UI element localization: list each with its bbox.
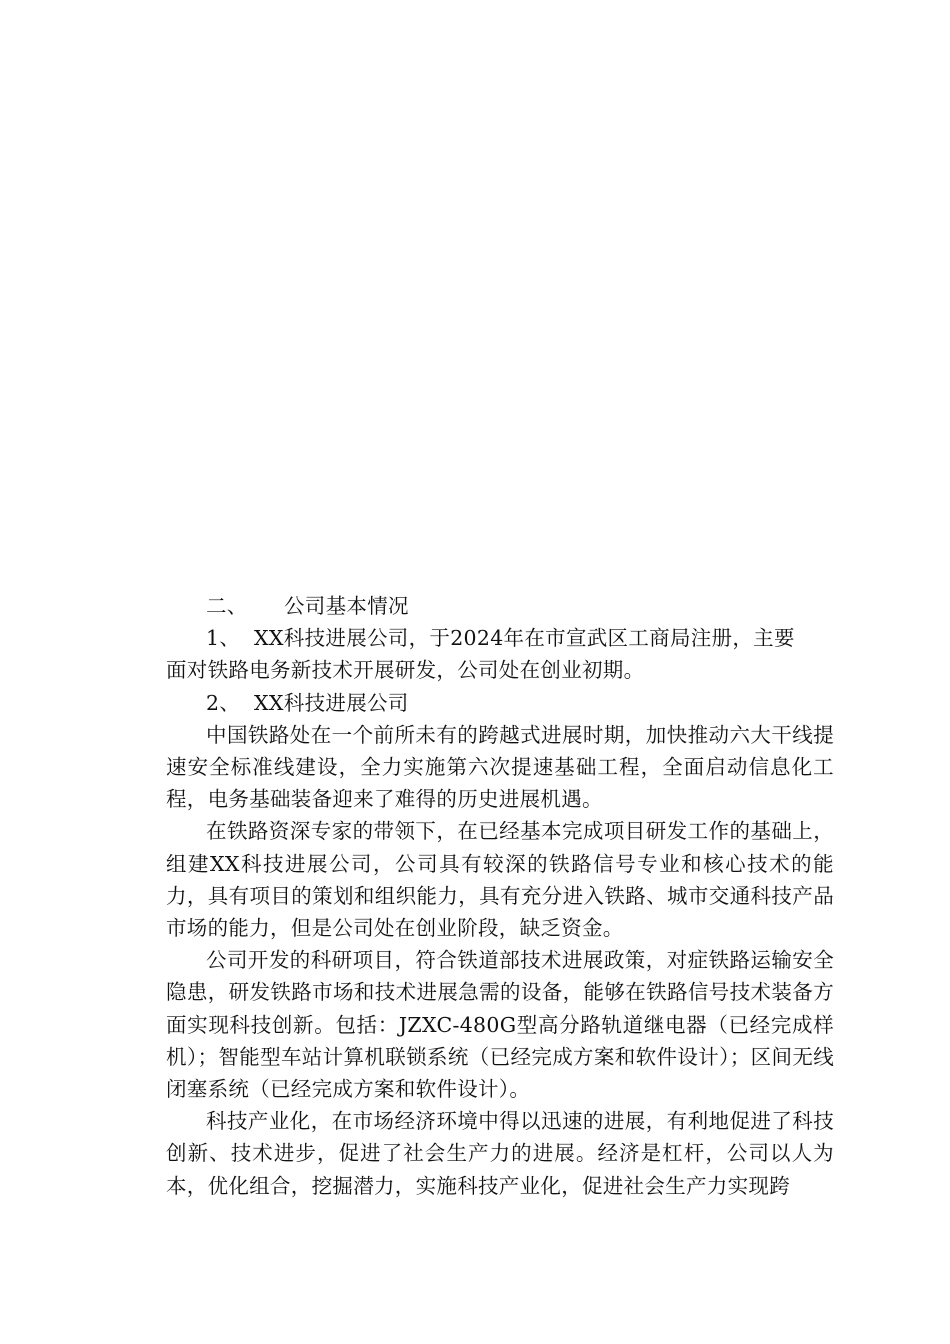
item-2-line-1	[166, 687, 834, 719]
item-2-number: 2、	[206, 690, 241, 715]
item-1-line-2: 面对铁路电务新技术开展研发，公司处在创业初期。	[166, 658, 645, 683]
paragraph-2: 在铁路资深专家的带领下，在已经基本完成项目研发工作的基础上，组建XX科技进展公司，公司具有较深的铁路信号专业和核心技术的能力，具有项目的策划和组织能力，具有充分进入铁路、城市交通科技产品市场的能力，但是公司处在创业阶段，缺乏资金。	[166, 819, 834, 941]
paragraph-3: 公司开发的科研项目，符合铁道部技术进展政策，对症铁路运输安全隐患，研发铁路市场和技术进展急需的设备，能够在铁路信号技术装备方面实现科技创新。包括：JZXC-480G型高分路轨道继电器（已经完成样机）；智能型车站计算机联锁系统（已经完成方案和软件设计）；区间无线闭塞系统（已经完成方案和软件设计）。	[166, 948, 834, 1102]
item-2-text-line-1: XX科技进展公司	[254, 690, 409, 715]
section-number: 二、	[206, 594, 248, 618]
paragraph-4: 科技产业化，在市场经济环境中得以迅速的进展，有利地促进了科技创新、技术进步，促进了社会生产力的进展。经济是杠杆，公司以人为本，优化组合，挖掘潜力，实施科技产业化，促进社会生产力实现跨	[166, 1109, 834, 1198]
item-1-text-line-1: XX科技进展公司，于2024年在市宣武区工商局注册，主要	[254, 626, 795, 651]
paragraph-1: 中国铁路处在一个前所未有的跨越式进展时期，加快推动六大干线提速安全标准线建设，全力实施第六次提速基础工程，全面启动信息化工程，电务基础装备迎来了难得的历史进展机遇。	[166, 722, 834, 812]
item-1-line-1	[166, 622, 834, 654]
section-heading	[166, 590, 834, 622]
section-title: 公司基本情况	[284, 594, 409, 618]
item-1-number: 1、	[206, 626, 241, 651]
document-body	[166, 590, 834, 1202]
